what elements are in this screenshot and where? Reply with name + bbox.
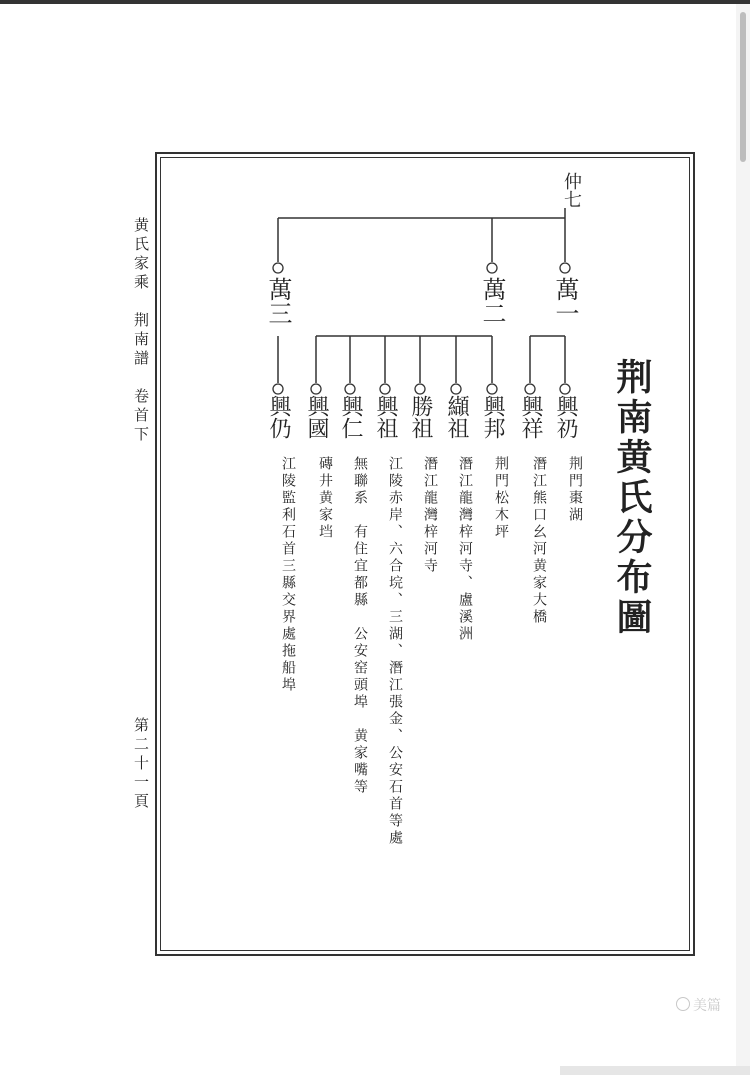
location-text: 潛江熊口幺河黄家大橋: [531, 456, 547, 626]
grandson-name: 興仁: [338, 395, 363, 439]
son-name: 萬三: [264, 277, 292, 325]
grandson-name: 興邦: [480, 395, 505, 439]
location-text: 江陵赤岸、六合垸、三湖、潛江張金、公安石首等處: [387, 456, 403, 847]
page-number: 第二十一頁: [132, 717, 150, 812]
location-text: 荆門松木坪: [493, 456, 509, 541]
grandson-name: 興仍: [266, 395, 291, 439]
grandson-name: 興國: [304, 395, 329, 439]
grandson-name: 勝祖: [408, 395, 433, 439]
bottom-strip: [560, 1066, 750, 1075]
book-title-margin: 黄氏家乘 荆南譜 卷首下: [132, 217, 150, 445]
watermark-logo-icon: [676, 997, 690, 1011]
grandson-name: 纈祖: [444, 395, 469, 439]
son-name: 萬一: [551, 277, 579, 325]
location-text: 潛江龍灣梓河寺、盧溪洲: [457, 456, 473, 643]
location-text: 磚井黄家垱: [317, 456, 333, 541]
chart-title: 荆南黄氏分布圖: [611, 358, 653, 638]
grandson-name: 興礽: [553, 395, 578, 439]
grandson-name: 興祥: [518, 395, 543, 439]
location-text: 無聯系 有住宜都縣 公安窑頭埠 黄家嘴等: [352, 456, 368, 796]
location-text: 荆門棗湖: [567, 456, 583, 524]
watermark: [676, 995, 721, 1015]
grandson-name: 興祖: [373, 395, 398, 439]
son-name: 萬二: [478, 277, 506, 325]
watermark-text: 美篇: [693, 998, 721, 1014]
ancestor-name: 仲七: [561, 172, 582, 208]
location-text: 潛江龍灣梓河寺: [422, 456, 438, 575]
location-text: 江陵監利石首三縣交界處拖船埠: [280, 456, 296, 694]
